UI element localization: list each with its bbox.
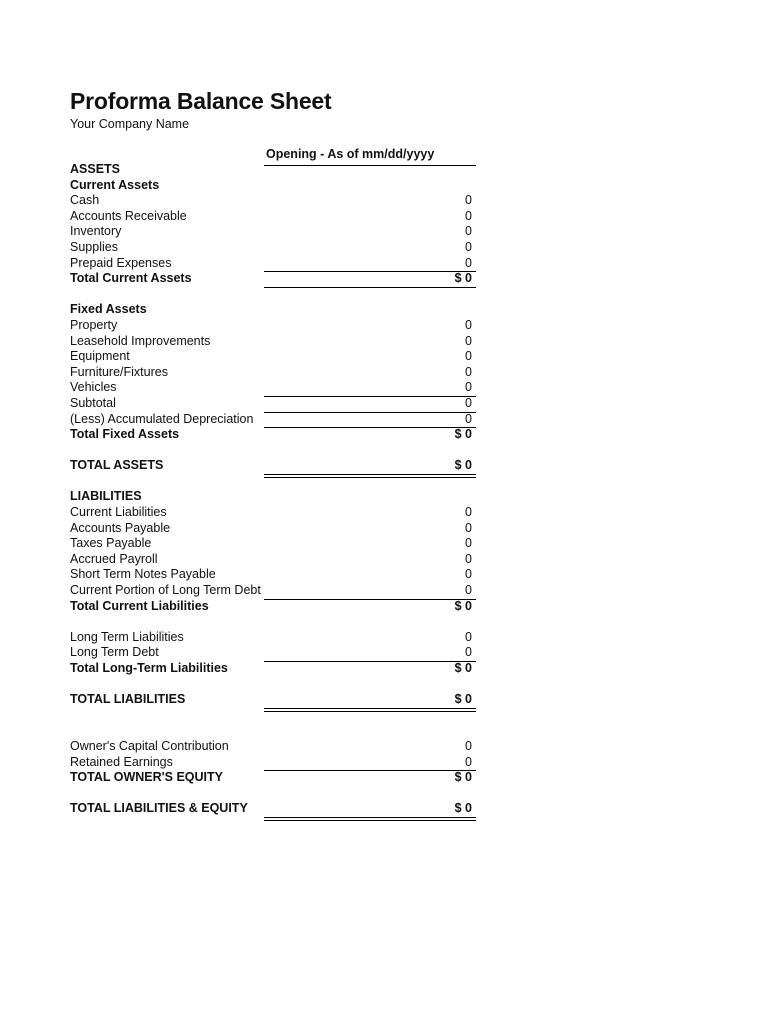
line-item-label: Taxes Payable [70, 536, 152, 551]
line-item-cash [70, 193, 476, 209]
total-fixed-assets-row [70, 427, 476, 443]
line-item-value: 0 [465, 333, 472, 348]
line-item-value: 0 [465, 567, 472, 582]
current-assets-heading-label: Current Assets [70, 177, 160, 192]
balance-sheet [70, 162, 476, 817]
total-liabilities-row [70, 692, 476, 708]
subtotal-value: 0 [465, 395, 472, 410]
total-liabilities-equity-row [70, 801, 476, 817]
line-item-supplies [70, 240, 476, 256]
subtotal-row [70, 396, 476, 412]
total-value: $ 0 [454, 598, 472, 613]
line-item-leasehold-improvements [70, 334, 476, 350]
total-label: Total Current Assets [70, 271, 192, 286]
line-item-label: (Less) Accumulated Depreciation [70, 411, 254, 426]
line-item-value: 0 [465, 349, 472, 364]
assets-heading-label: ASSETS [70, 162, 121, 176]
line-item-label: Property [70, 317, 118, 332]
line-item-label: Retained Earnings [70, 754, 173, 769]
total-label: Total Long-Term Liabilities [70, 661, 228, 675]
total-value: $ 0 [454, 427, 472, 442]
line-item-label: Inventory [70, 224, 122, 239]
line-item-value: 0 [465, 193, 472, 208]
page-title: Proforma Balance Sheet [70, 88, 332, 114]
line-item-value: 0 [465, 208, 472, 223]
line-item-current-portion-long-term-debt [70, 583, 476, 599]
total-current-liabilities-row [70, 599, 476, 615]
grand-total-value: $ 0 [454, 458, 472, 473]
total-label: Total Fixed Assets [70, 427, 180, 442]
line-item-label: Accrued Payroll [70, 551, 158, 566]
company-name: Your Company Name [70, 117, 190, 131]
total-value: $ 0 [454, 770, 472, 785]
line-item-value: 0 [465, 520, 472, 535]
line-item-value: 0 [465, 380, 472, 395]
line-item-value: 0 [465, 505, 472, 520]
total-owners-equity-row [70, 770, 476, 786]
accumulated-depreciation-row [70, 412, 476, 428]
line-item-label: Cash [70, 193, 100, 208]
line-item-value: 0 [465, 536, 472, 551]
line-item-value: 0 [465, 255, 472, 270]
line-item-retained-earnings [70, 755, 476, 771]
fixed-assets-heading-label: Fixed Assets [70, 302, 147, 317]
line-item-equipment [70, 349, 476, 365]
line-item-long-term-liabilities [70, 630, 476, 646]
line-item-label: Current Liabilities [70, 505, 167, 520]
line-item-current-liabilities [70, 505, 476, 521]
line-item-label: Accounts Payable [70, 520, 171, 535]
line-item-short-term-notes-payable [70, 567, 476, 583]
line-item-label: Leasehold Improvements [70, 333, 211, 348]
line-item-label: Furniture/Fixtures [70, 364, 168, 379]
line-item-inventory [70, 224, 476, 240]
line-item-value: 0 [465, 239, 472, 254]
line-item-label: Equipment [70, 349, 130, 364]
line-item-long-term-debt [70, 645, 476, 661]
grand-total-label: TOTAL LIABILITIES & EQUITY [70, 801, 248, 816]
fixed-assets-heading [70, 302, 476, 318]
liabilities-heading [70, 489, 476, 505]
line-item-label: Owner's Capital Contribution [70, 738, 229, 753]
line-item-accounts-payable [70, 521, 476, 537]
line-item-accrued-payroll [70, 552, 476, 568]
line-item-value: 0 [465, 754, 472, 769]
grand-total-value: $ 0 [454, 801, 472, 816]
line-item-property [70, 318, 476, 334]
line-item-label: Supplies [70, 239, 118, 254]
line-item-value: 0 [465, 364, 472, 379]
column-header: Opening - As of mm/dd/yyyy [266, 147, 435, 161]
line-item-label: Long Term Liabilities [70, 629, 184, 644]
total-label: TOTAL OWNER'S EQUITY [70, 770, 223, 785]
assets-heading [70, 162, 476, 178]
line-item-value: 0 [465, 317, 472, 332]
line-item-value: 0 [465, 411, 472, 426]
line-item-value: 0 [465, 738, 472, 753]
line-item-label: Short Term Notes Payable [70, 567, 216, 582]
line-item-label: Long Term Debt [70, 645, 159, 660]
line-item-furniture-fixtures [70, 365, 476, 381]
current-assets-heading [70, 178, 476, 194]
total-current-assets-row [70, 271, 476, 287]
total-assets-row [70, 458, 476, 474]
total-value: $ 0 [454, 661, 472, 675]
line-item-label: Current Portion of Long Term Debt [70, 583, 261, 598]
subtotal-label: Subtotal [70, 395, 116, 410]
grand-total-value: $ 0 [454, 692, 472, 707]
line-item-label: Prepaid Expenses [70, 255, 172, 270]
line-item-owners-capital-contribution [70, 739, 476, 755]
total-label: Total Current Liabilities [70, 598, 209, 613]
liabilities-heading-label: LIABILITIES [70, 489, 142, 504]
grand-total-label: TOTAL ASSETS [70, 458, 164, 473]
line-item-value: 0 [465, 629, 472, 644]
line-item-value: 0 [465, 583, 472, 598]
line-item-value: 0 [465, 551, 472, 566]
grand-total-label: TOTAL LIABILITIES [70, 692, 186, 707]
line-item-vehicles [70, 380, 476, 396]
line-item-value: 0 [465, 645, 472, 660]
line-item-label: Vehicles [70, 380, 117, 395]
line-item-label: Accounts Receivable [70, 208, 187, 223]
line-item-accounts-receivable [70, 209, 476, 225]
total-value: $ 0 [454, 271, 472, 286]
line-item-value: 0 [465, 224, 472, 239]
total-long-term-liabilities-row [70, 661, 476, 677]
line-item-taxes-payable [70, 536, 476, 552]
line-item-prepaid-expenses [70, 256, 476, 272]
